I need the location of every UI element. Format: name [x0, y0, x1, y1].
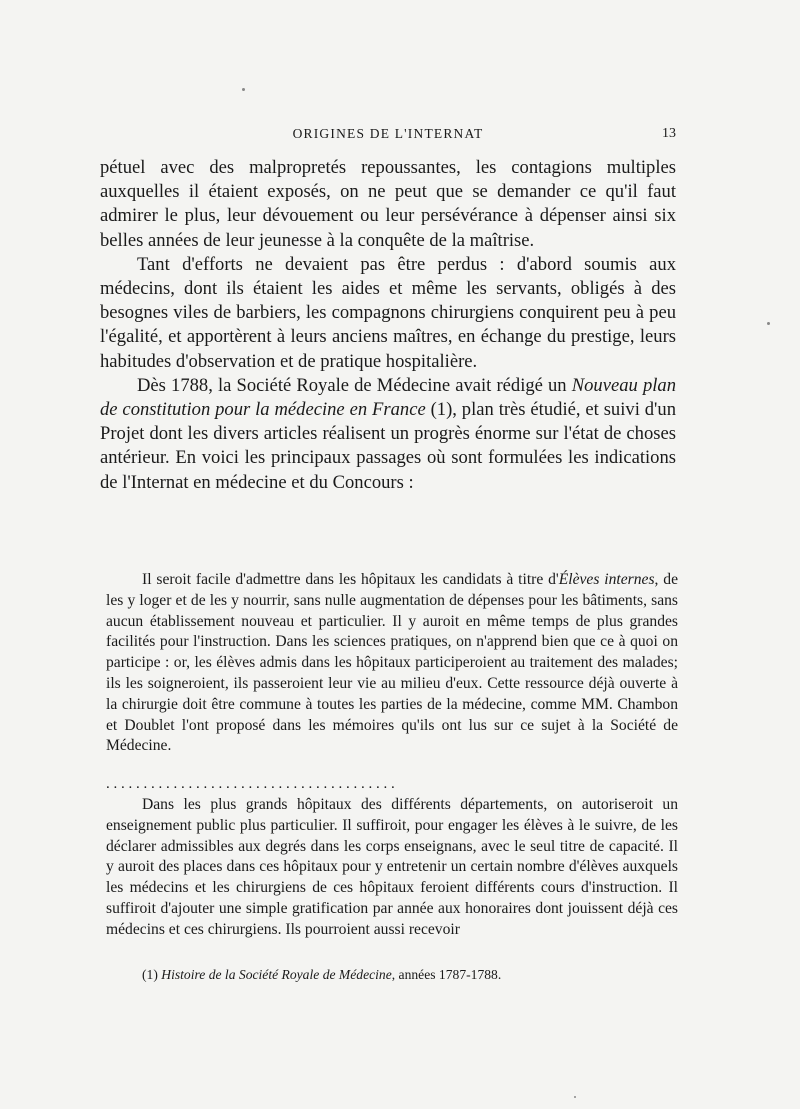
paragraph-1788 — [100, 374, 676, 495]
eleves-internes-italic: Élèves internes — [558, 571, 655, 588]
paragraph-1788-start: Dès 1788, la Société Royale de Médecine avait rédigé un — [137, 374, 572, 396]
quote1-start: Il seroit facile d'admettre dans les hôpitaux les candidats à titre d' — [142, 571, 559, 588]
quotation-paragraph-2: Dans les plus grands hôpitaux des différents départements, on autoriseroit un enseignement public plus particulier. Il suffiroit, pour engager les élèves à le suivre, de les déclarer admissibles aux degrés dans les corps enseignans, avec le seul titre de capacité. Il y auroit des places dans ces hôpitaux pour y entretenir un certain nombre d'élèves auxquels les médecins et les chirurgiens de ces hôpitaux feroient différents cours d'instruction. Il suffiroit d'ajouter une simple gratification par année aux honoraires dont jouissent déjà ces médecins et ces chirurgiens. Ils pourroient aussi recevoir — [106, 796, 678, 938]
footnote-title-italic: Histoire de la Société Royale de Médecine — [161, 967, 392, 982]
paragraph-continued: pétuel avec des malpropretés repoussantes, les contagions multiples auxquelles il étaient exposés, on ne peut que se demander ce qu'il faut admirer le plus, leur dévouement ou leur persévérance à dépenser ainsi six belles années de leur jeunesse à la conquête de la maîtrise. — [100, 157, 676, 251]
quotation-block-1 — [106, 570, 678, 757]
paper-speck — [767, 322, 770, 325]
ellipsis-line: . . . . . . . . . . . . . . . . . . . . . . . . . . . . . . . . . . . . . . . — [106, 776, 395, 792]
paper-speck — [242, 88, 245, 91]
paper-speck — [574, 1096, 576, 1098]
quotation-block-2 — [106, 795, 678, 941]
header-title: ORIGINES DE L'INTERNAT — [292, 126, 484, 141]
quote1-end: , de les y loger et de les y nourrir, sans nulle augmentation de dépenses pour les bâtiments, sans aucun établissement nouveau et particulier. Il y auroit en même temps de plus grandes facilités pour l'instruction. Dans les sciences pratiques, on n'apprend bien que ce à quoi on participe : or, les élèves admis dans les hôpitaux participeroient au traitement des malades; ils les soigneroient, ils passeroient leur vie au milieu d'eux. Cette ressource déjà ouverte à la chirurgie doit être commune à toutes les parties de la médecine, comme MM. Chambon et Doublet l'ont proposé dans les mémoires qu'ils ont lus sur ce sujet à la Société de Médecine. — [106, 571, 679, 755]
paragraph-1788-end: (1), plan très étudié, et suivi d'un Projet dont les divers articles réalisent un progrès énorme sur l'état de choses antérieur. En voici les principaux passages où sont formulées les indications de l'Internat en médecine et du Concours : — [100, 399, 676, 493]
page-number: 13 — [662, 126, 676, 141]
running-header — [100, 122, 676, 144]
footnote-marker: (1) — [142, 967, 162, 982]
main-text — [100, 156, 676, 495]
quotation-paragraph-1 — [106, 570, 678, 757]
footnote-rest: , années 1787-1788. — [391, 967, 502, 982]
plan-title-italic: Nouveau plan de constitution pour la médecine en France — [100, 374, 676, 421]
footnote — [142, 966, 682, 984]
paragraph-efforts: Tant d'efforts ne devaient pas être perdus : d'abord soumis aux médecins, dont ils étaient les aides et même les servants, obligés à des besognes viles de barbiers, les compagnons chirurgiens conquirent peu à peu l'égalité, et apportèrent à leurs anciens maîtres, en échange du prestige, leurs habitudes d'observation et de pratique hospitalière. — [100, 253, 676, 372]
